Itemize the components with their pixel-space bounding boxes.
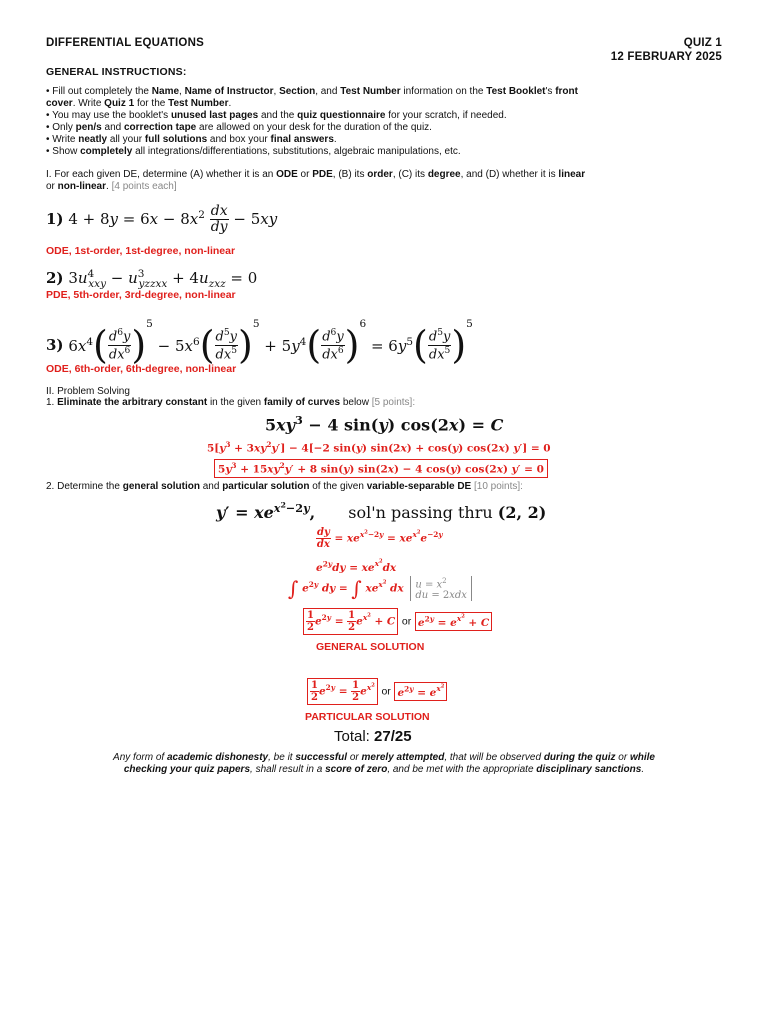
particular-solution-label: PARTICULAR SOLUTION	[305, 711, 430, 723]
instruction-2: • You may use the booklet's unused last pages and the quiz questionnaire for your scratch, if needed.	[46, 110, 507, 121]
answer-3: ODE, 6th-order, 6th-degree, non-linear	[46, 363, 237, 375]
q2-step-3: ∫ $e^{2y}$ dy = ∫ $xe^{x^2}$ dx $u = x^2$ du = 2xdx	[288, 576, 472, 602]
particular-solution-row: $\frac{1}{2}$ $e^{2y}$ = $\frac{1}{2}$ $e^{x^2}$ or $e^{2y} = e^{x^2}$	[307, 678, 447, 705]
total-score: Total: 27/25	[334, 728, 412, 745]
quiz-number: QUIZ 1	[683, 37, 722, 49]
q2-step-2: $e^{2y}dy = xe^{x^2}dx$	[316, 559, 397, 574]
instruction-4: • Write neatly all your full solutions and box your final answers.	[46, 134, 337, 145]
instruction-5: • Show completely all integrations/differentiations, substitutions, algebraic manipulations, etc.	[46, 146, 461, 157]
substitution-hint: $u = x^2$ du = 2xdx	[410, 576, 472, 601]
separable-de: $y' = xe^{x^2-2y}$, sol'n passing thru (2, 2)	[216, 500, 547, 523]
part1-intro: I. For each given DE, determine (A) whether it is an ODE or PDE, (B) its order, (C) its degree, and (D) whether it is linear or non-linear. [4 points each]	[46, 169, 586, 192]
instruction-3: • Only pen/s and correction tape are allowed on your desk for the duration of the quiz.	[46, 122, 432, 133]
de-3: 3) $6x^4$( $\frac{d^6y}{dx^6}$ )$^5 - 5x^6$( $\frac{d^5y}{dx^5}$ )$^5 + 5y^4$( $\frac{d^6y}{dx^6}$ )$^6 = 6y^5$( $\frac{d^5y}{dx^5}$ )$^5$	[46, 318, 473, 367]
general-solution-row: $\frac{1}{2}$ $e^{2y}$ = $\frac{1}{2}$ $e^{x^2} + C$ or $e^{2y} = e^{x^2} + C$	[303, 608, 492, 635]
general-instructions-title: GENERAL INSTRUCTIONS:	[46, 66, 187, 78]
part1-points: [4 points each]	[111, 181, 177, 192]
family-of-curves: $5xy^3 - 4$ sin(y) cos(2x) = C	[265, 413, 504, 435]
part2-q2: 2. Determine the general solution and particular solution of the given variable-separable DE [10 points]:	[46, 481, 523, 492]
quiz-date: 12 FEBRUARY 2025	[610, 51, 722, 63]
q1-work: $5[y^3 + 3xy^2y'] - 4[-2$ sin(y) sin(2x) + cos(y) cos(2x) y′] = 0	[207, 440, 551, 455]
course-title: DIFFERENTIAL EQUATIONS	[46, 37, 204, 49]
general-solution-label: GENERAL SOLUTION	[316, 641, 425, 653]
answer-1: ODE, 1st-order, 1st-degree, non-linear	[46, 245, 236, 257]
q1-final-answer: $5y^3 + 15xy^2y' + 8$ sin(y) sin(2x) − 4 cos(y) cos(2x) y′ = 0	[214, 459, 548, 478]
general-solution-box-1: $\frac{1}{2}$ $e^{2y}$ = $\frac{1}{2}$ $e^{x^2} + C$	[303, 608, 398, 635]
de-2: 2) $3u^4_{xxy} - u^3_{yzzxx} + 4u_{zxz} = 0$	[46, 268, 258, 290]
instructions-list	[46, 86, 726, 158]
instruction-1b: cover. Write Quiz 1 for the Test Number.	[46, 98, 232, 109]
instruction-1a: • Fill out completely the Name, Name of Instructor, Section, and Test Number information on the Test Booklet's front	[46, 86, 578, 97]
part2-title: II. Problem Solving	[46, 386, 130, 397]
answer-2: PDE, 5th-order, 3rd-degree, non-linear	[46, 289, 236, 301]
particular-solution-box-2: $e^{2y} = e^{x^2}$	[394, 682, 447, 701]
q2-step-1: $\frac{dy}{dx}$ = $xe^{x^2-2y} = xe^{x^2}e^{-2y}$	[316, 527, 443, 550]
particular-solution-box-1: $\frac{1}{2}$ $e^{2y}$ = $\frac{1}{2}$ $e^{x^2}$	[307, 678, 378, 705]
academic-dishonesty-notice: Any form of academic dishonesty, be it successful or merely attempted, that will be observed during the quiz or while checking your quiz papers, shall result in a score of zero, and be met with the appropriate disciplinary sanctions.	[113, 752, 655, 775]
de-1: 1) $4 + 8y = 6x - 8x^2$ $\frac{dx}{dy}$ − 5xy	[46, 203, 278, 236]
part2-q1: 1. Eliminate the arbitrary constant in the given family of curves below [5 points]:	[46, 397, 416, 408]
general-solution-box-2: $e^{2y} = e^{x^2} + C$	[415, 612, 492, 631]
